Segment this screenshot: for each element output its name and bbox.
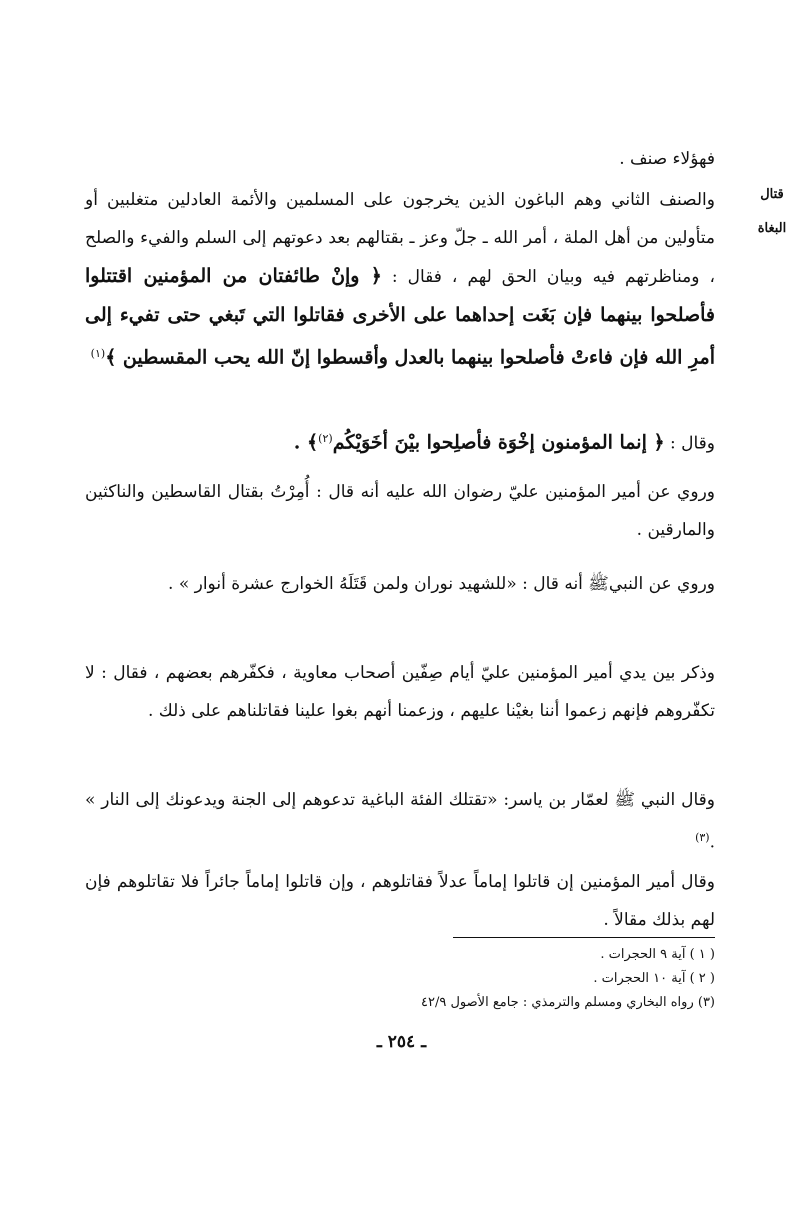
margin-note-line-1: قتال — [760, 187, 784, 202]
paragraph-text: وذكر بين يدي أمير المؤمنين عليّ أيام صِفّين أصحاب معاوية ، فكفّرهم بعضهم ، فقال : لا تكفّروهم فإنهم زعموا أننا بغيْنا عليهم ، وزعمنا أنهم بغوا علينا فقاتلناهم على ذلك . — [85, 663, 715, 721]
page-number: ـ ٢٥٤ ـ — [376, 1032, 427, 1052]
paragraph-text: وروي عن أمير المؤمنين عليّ رضوان الله عليه أنه قال : أُمِرْتُ بقتال القاسطين والناكثين والمارقين . — [85, 482, 715, 540]
paragraph-4 — [85, 473, 715, 549]
quran-verse: ﴿ وإنْ طائفتان من المؤمنين اقتتلوا فأصلحوا بينهما فإن بَغَت إحداهما على الأخرى فقاتلوا التي تَبغي حتى تفيء إلى أمرِ الله فإن فاءتْ فأصلحوا بينهما بالعدل وأقسطوا إنّ الله يحب المقسطين ﴾ — [85, 265, 715, 369]
quran-verse: ﴿ إنما المؤمنون إخْوَة فأصلِحوا بيْنَ أخَوَيْكُم — [332, 431, 665, 454]
footnotes — [85, 943, 715, 1015]
margin-note-line-2: البغاة — [757, 221, 787, 236]
paragraph-body — [85, 181, 715, 378]
footnote-3: (٣) رواه البخاري ومسلم والترمذي : جامع الأصول ٤٢/٩ — [421, 995, 715, 1010]
paragraph-text: والصنف الثاني وهم الباغون الذين يخرجون على المسلمين والأئمة العادلين متغلبين أو متأولين من أهل الملة ، أمر الله ـ جلّ وعز ـ بقتالهم بعد دعوتهم إلى السلم والفيء والصلح ، ومناظرتهم فيه وبيان الحق لهم ، فقال : — [85, 190, 715, 287]
paragraph-text: فهؤلاء صنف . — [619, 149, 715, 169]
paragraph-3 — [85, 420, 715, 463]
footnote-1: ( ١ ) آية ٩ الحجرات . — [600, 947, 715, 962]
paragraph-text: وروي عن النبيﷺ أنه قال : «للشهيد نوران ولمن قَتَلَهُ الخوارج عشرة أنوار » . — [168, 574, 715, 594]
footnote-divider — [453, 937, 715, 938]
paragraph-5 — [85, 565, 715, 603]
footnote-2: ( ٢ ) آية ١٠ الحجرات . — [593, 971, 715, 986]
paragraph-7 — [85, 781, 715, 862]
footnote-ref: (١) — [90, 347, 106, 360]
paragraph-text: وقال : — [664, 433, 715, 454]
paragraph-body — [85, 781, 715, 862]
paragraph-body — [85, 420, 715, 463]
paragraph-8 — [85, 863, 715, 939]
paragraph-1 — [85, 140, 715, 178]
footnote-ref: (٣) — [695, 831, 710, 844]
paragraph-text: وقال أمير المؤمنين إن قاتلوا إماماً عدلاً فقاتلوهم ، وإن قاتلوا إماماً جائراً فلا تقاتلوهم فإن لهم بذلك مقالاً . — [85, 872, 715, 930]
paragraph-6 — [85, 654, 715, 730]
paragraph-2 — [85, 181, 715, 378]
margin-note — [747, 178, 797, 246]
paragraph-text: وقال النبي ﷺ لعمّار بن ياسر: «تقتلك الفئة الباغية تدعوهم إلى الجنة ويدعونك إلى النار » . — [85, 790, 715, 853]
footnote-ref: (٢) — [318, 432, 333, 445]
quran-verse-close: ﴾ . — [293, 431, 319, 454]
